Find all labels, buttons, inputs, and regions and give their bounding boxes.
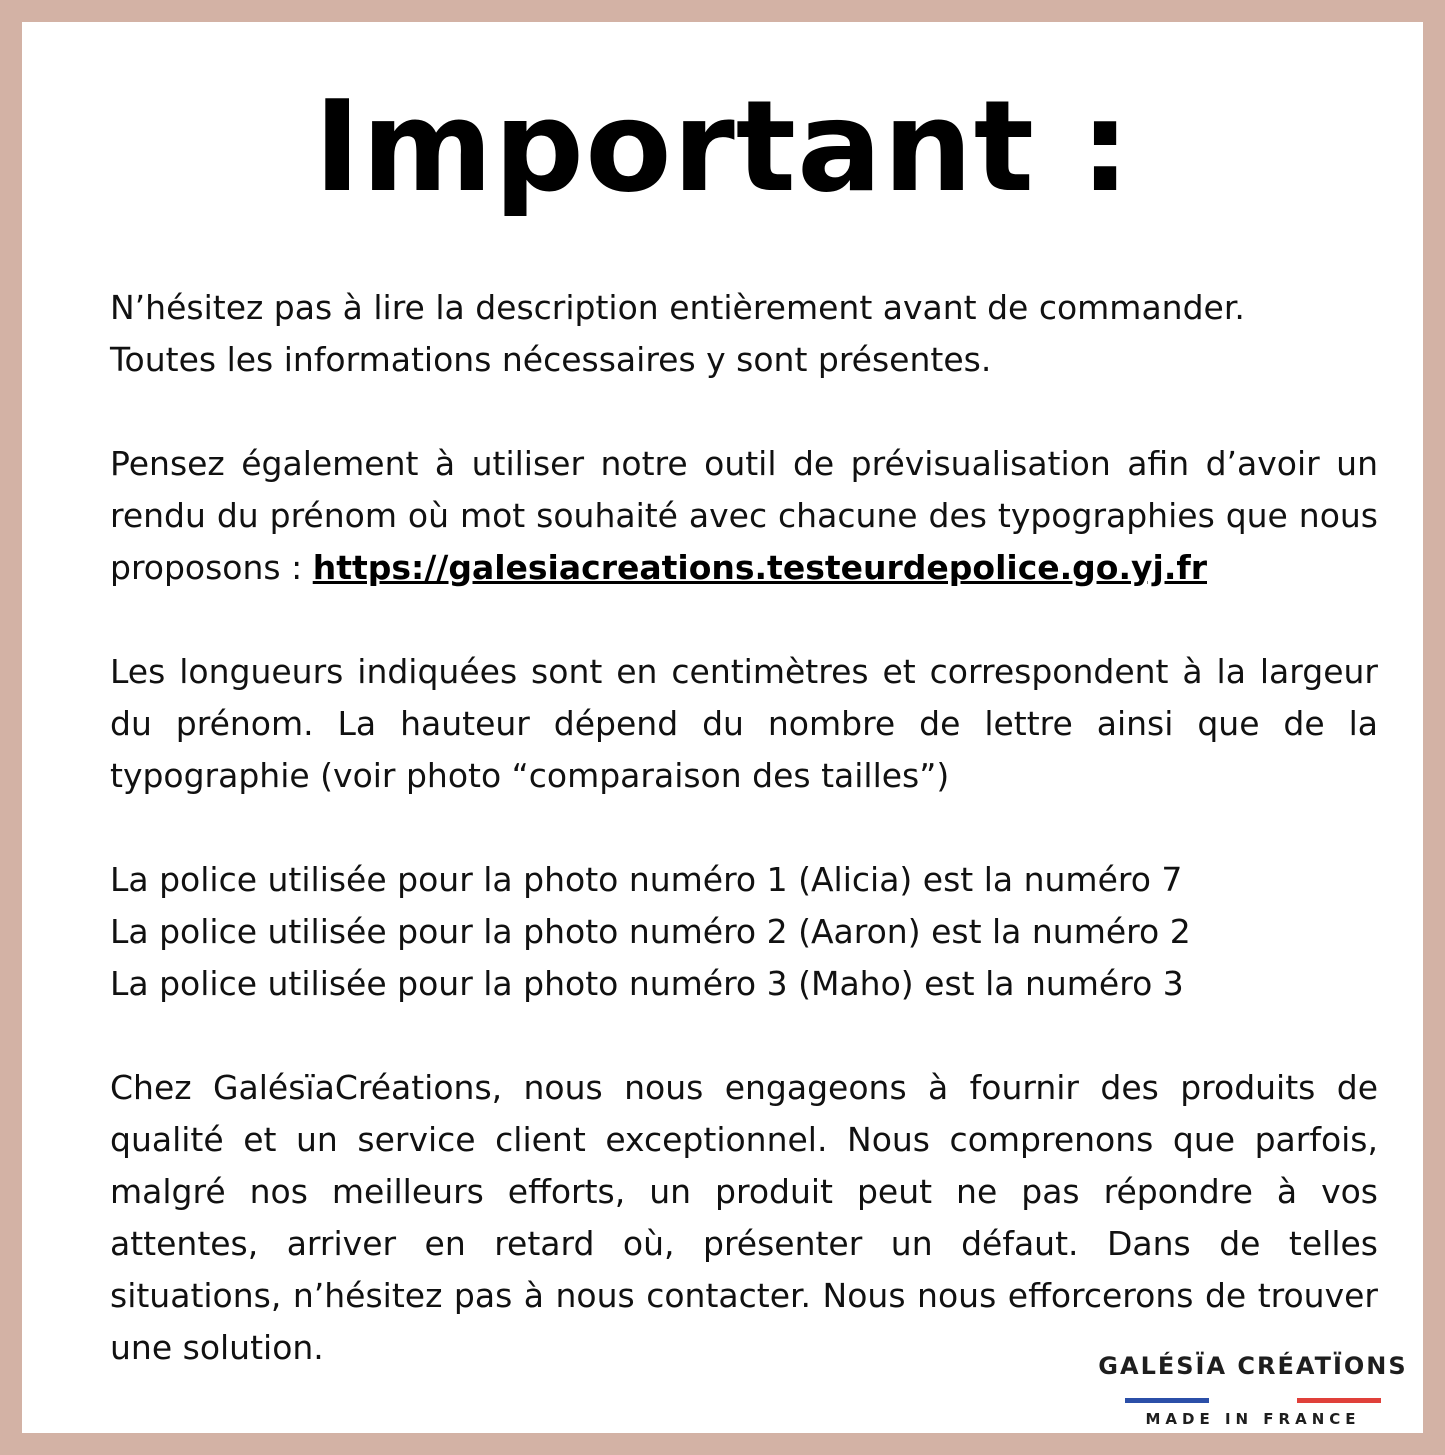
logo-brand-name: GALÉSÏA CRÉATÏONS <box>1098 1352 1408 1380</box>
logo-flag-red-bar <box>1297 1398 1381 1403</box>
paragraph-preview-tool <box>110 438 1378 594</box>
logo-tagline: MADE IN FRANCE <box>1145 1410 1361 1428</box>
font-info-line: La police utilisée pour la photo numéro 2 (Aaron) est la numéro 2 <box>110 912 1191 951</box>
paragraph-line: N’hésitez pas à lire la description entièrement avant de commander. <box>110 288 1245 327</box>
paragraph-text: Les longueurs indiquées sont en centimètres et correspondent à la largeur du prénom. La hauteur dépend du nombre de lettre ainsi que de la typographie (voir photo “comparaison des tailles”) <box>110 652 1378 795</box>
page-title: Important : <box>313 73 1132 220</box>
paragraph-read-description <box>110 282 1378 386</box>
paragraph-fonts-used <box>110 854 1378 1010</box>
paragraph-text: Chez GalésïaCréations, nous nous engageons à fournir des produits de qualité et un service client exceptionnel. Nous comprenons que parfois, malgré nos meilleurs efforts, un produit peut ne pas répondre à vos attentes, arriver en retard où, présenter un défaut. Dans de telles situations, n’hésitez pas à nous contacter. Nous nous efforcerons de trouver une solution. <box>110 1068 1378 1367</box>
font-info-line: La police utilisée pour la photo numéro 1 (Alicia) est la numéro 7 <box>110 860 1183 899</box>
paragraph-dimensions <box>110 646 1378 802</box>
paragraph-text: Pensez également à utiliser notre outil de prévisualisation afin d’avoir un rendu du prénom où mot souhaité avec chacune des typographies que nous proposons : <box>110 444 1378 587</box>
brand-logo <box>1092 1352 1414 1432</box>
preview-tool-link[interactable]: https://galesiacreations.testeurdepolice.go.yj.fr <box>312 548 1207 587</box>
logo-flag-blue-bar <box>1125 1398 1209 1403</box>
font-info-line: La police utilisée pour la photo numéro 3 (Maho) est la numéro 3 <box>110 964 1184 1003</box>
body-text <box>110 282 1378 1426</box>
paragraph-line: Toutes les informations nécessaires y sont présentes. <box>110 340 992 379</box>
paragraph-customer-service <box>110 1062 1378 1374</box>
